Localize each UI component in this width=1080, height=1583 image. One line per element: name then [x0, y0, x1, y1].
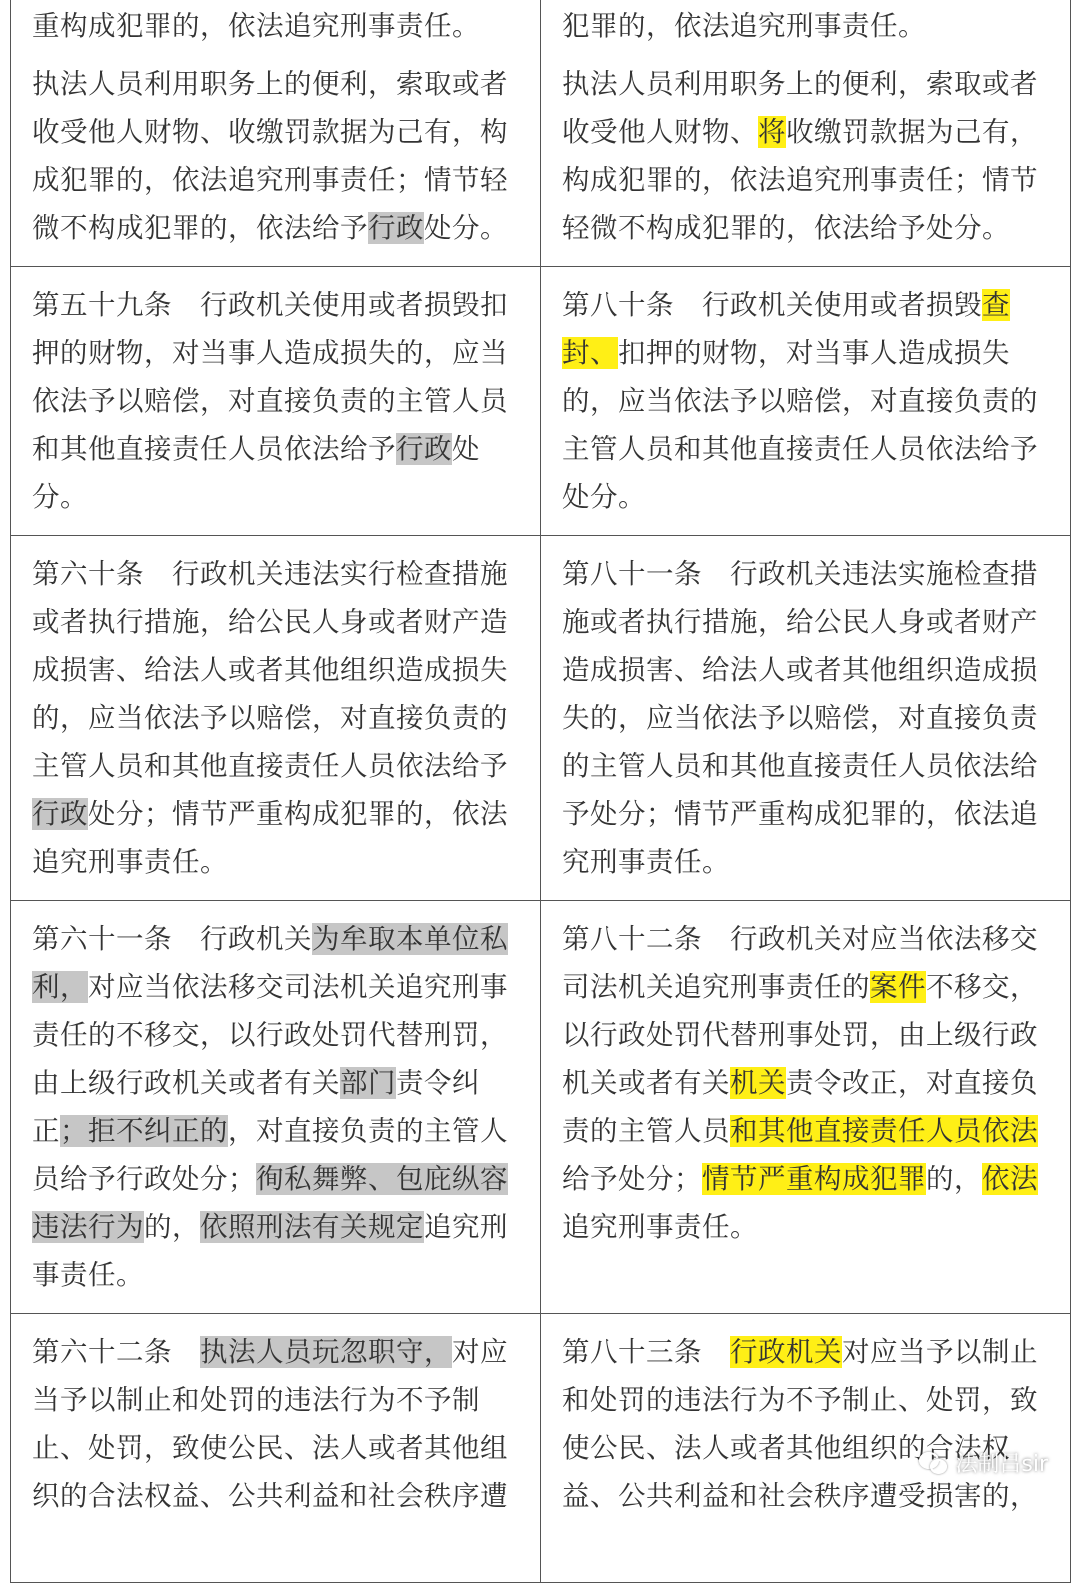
text-segment: 处分；情节严重构成犯罪的，依法追究刑事责任。 — [32, 798, 508, 878]
watermark — [919, 1447, 1048, 1478]
comparison-table-body — [11, 0, 1071, 1583]
text-segment: 犯罪的，依法追究刑事责任。 — [562, 10, 926, 42]
text-segment: 不移交，以行政处罚代替刑事处罚，由上级行政机关或者有关 — [562, 971, 1038, 1099]
deleted-text-highlight: 执法人员玩忽职守， — [200, 1336, 452, 1368]
text-segment: 对应当予以制止和处罚的违法行为不予制止、处罚，致使公民、法人或者其他组织的合法权益、公共利益和社会秩序遭 — [32, 1336, 508, 1512]
text-segment: 追究刑事责任。 — [32, 1211, 508, 1291]
text-segment: 追究刑事责任。 — [562, 1211, 758, 1243]
text-segment: 的， — [144, 1211, 200, 1243]
deleted-text-highlight: 依照刑法有关规定 — [200, 1211, 424, 1243]
added-text-highlight: 依法 — [982, 1163, 1038, 1195]
new-law-cell — [541, 267, 1071, 536]
deleted-text-highlight: 为牟取本单位私利， — [32, 923, 508, 1003]
wechat-icon — [919, 1452, 947, 1474]
text-segment: 处分。 — [424, 212, 508, 244]
text-segment: 第六十二条 — [32, 1336, 200, 1368]
text-segment: 第八十二条 行政机关对应当依法移交司法机关追究刑事责任的 — [562, 923, 1038, 1003]
new-law-cell — [541, 901, 1071, 1314]
article-paragraph — [562, 550, 1050, 886]
text-segment: 处分。 — [32, 433, 480, 513]
deleted-text-highlight: 行政 — [396, 433, 452, 465]
text-segment: 第八十三条 — [562, 1336, 730, 1368]
text-segment: 扣押的财物，对当事人造成损失的，应当依法予以赔偿，对直接负责的主管人员和其他直接责任人员依法给予处分。 — [562, 337, 1038, 513]
added-text-highlight: 和其他直接责任人员依法 — [730, 1115, 1038, 1147]
text-segment: 责令改正，对直接负责的主管人员 — [562, 1067, 1038, 1147]
old-law-cell — [11, 267, 541, 536]
article-paragraph — [32, 60, 520, 252]
text-segment: 第六十一条 行政机关 — [32, 923, 312, 955]
deleted-text-highlight: 部门 — [340, 1067, 396, 1099]
text-segment: 第八十条 行政机关使用或者损毁 — [562, 289, 982, 321]
added-text-highlight: 行政机关 — [730, 1336, 842, 1368]
old-law-cell — [11, 536, 541, 901]
table-row — [11, 901, 1071, 1314]
text-segment: 给予处分； — [562, 1163, 702, 1195]
watermark-text: 法制吕sir — [955, 1452, 1048, 1477]
old-law-cell — [11, 1314, 541, 1583]
article-paragraph — [32, 550, 520, 886]
added-text-highlight: 将 — [758, 116, 786, 148]
text-segment: 责令纠正 — [32, 1067, 480, 1147]
article-paragraph — [562, 60, 1050, 252]
article-paragraph — [562, 281, 1050, 521]
text-segment: 对应当依法移交司法机关追究刑事责任的不移交，以行政处罚代替刑罚，由上级行政机关或者有关 — [32, 971, 508, 1099]
article-paragraph — [32, 2, 520, 50]
table-row — [11, 267, 1071, 536]
article-paragraph — [32, 281, 520, 521]
added-text-highlight: 机关 — [730, 1067, 786, 1099]
text-segment: 对应当予以制止和处罚的违法行为不予制止、处罚，致使公民、法人或者其他组织的合法权益、公共利益和社会秩序遭受损害的， — [562, 1336, 1038, 1512]
table-row — [11, 536, 1071, 901]
article-paragraph — [32, 1328, 520, 1520]
text-segment: 第八十一条 行政机关违法实施检查措施或者执行措施，给公民人身或者财产造成损害、给法人或者其他组织造成损失的，应当依法予以赔偿，对直接负责的主管人员和其他直接责任人员依法给予处分；情节严重构成犯罪的，依法追究刑事责任。 — [562, 558, 1038, 878]
new-law-cell — [541, 536, 1071, 901]
text-segment: 执法人员利用职务上的便利，索取或者收受他人财物、收缴罚款据为己有，构成犯罪的，依法追究刑事责任；情节轻微不构成犯罪的，依法给予 — [32, 68, 508, 244]
text-segment: 第六十条 行政机关违法实行检查措施或者执行措施，给公民人身或者财产造成损害、给法人或者其他组织造成损失的，应当依法予以赔偿，对直接负责的主管人员和其他直接责任人员依法给予 — [32, 558, 508, 782]
article-paragraph — [32, 915, 520, 1299]
deleted-text-highlight: 行政 — [368, 212, 424, 244]
text-segment: 重构成犯罪的，依法追究刑事责任。 — [32, 10, 480, 42]
text-segment: 收缴罚款据为己有，构成犯罪的，依法追究刑事责任；情节轻微不构成犯罪的，依法给予处分。 — [562, 116, 1038, 244]
added-text-highlight: 情节严重构成犯罪 — [702, 1163, 926, 1195]
added-text-highlight: 案件 — [870, 971, 926, 1003]
article-paragraph — [562, 915, 1050, 1251]
text-segment: 执法人员利用职务上的便利，索取或者收受他人财物、 — [562, 68, 1038, 148]
article-paragraph — [562, 1328, 1050, 1520]
text-segment: 的， — [926, 1163, 982, 1195]
deleted-text-highlight: ；拒不纠正的 — [60, 1115, 228, 1147]
deleted-text-highlight: 行政 — [32, 798, 88, 830]
old-law-cell — [11, 901, 541, 1314]
new-law-cell — [541, 0, 1071, 267]
text-segment: 第五十九条 行政机关使用或者损毁扣押的财物，对当事人造成损失的，应当依法予以赔偿，对直接负责的主管人员和其他直接责任人员依法给予 — [32, 289, 508, 465]
deleted-text-highlight: 徇私舞弊、包庇纵容违法行为 — [32, 1163, 508, 1243]
table-row — [11, 1314, 1071, 1583]
old-law-cell — [11, 0, 541, 267]
added-text-highlight: 查封、 — [562, 289, 1010, 369]
article-paragraph — [562, 2, 1050, 50]
law-comparison-table — [10, 0, 1071, 1583]
text-segment: ，对直接负责的主管人员给予行政处分； — [32, 1115, 508, 1195]
table-row — [11, 0, 1071, 267]
